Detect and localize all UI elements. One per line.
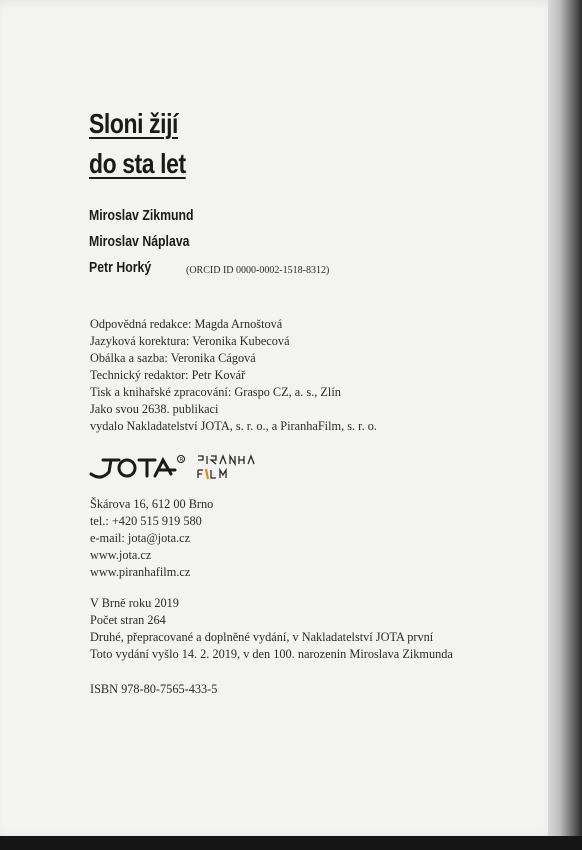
author-name: Petr Horký bbox=[89, 259, 152, 276]
credit-line: Obálka a sazba: Veronika Cágová bbox=[90, 351, 256, 365]
credit-line: Tisk a knihařské zpracování: Graspo CZ, a. s., Zlín bbox=[90, 385, 341, 399]
svg-text:R: R bbox=[179, 456, 184, 463]
book-title bbox=[89, 104, 186, 184]
edition-line: Druhé, přepracované a doplněné vydání, v Nakladatelství JOTA první bbox=[90, 630, 434, 644]
phone-line: tel.: +420 515 919 580 bbox=[90, 514, 202, 528]
isbn-line: ISBN 978-80-7565-433-5 bbox=[90, 682, 218, 696]
title-line-1: Sloni žijí bbox=[89, 108, 179, 139]
title-line-2: do sta let bbox=[89, 148, 186, 179]
jota-logo bbox=[89, 454, 189, 480]
credit-line: Jako svou 2638. publikaci bbox=[90, 402, 219, 416]
scan-border bbox=[0, 836, 582, 850]
email-line: e-mail: jota@jota.cz bbox=[90, 531, 191, 545]
edition-line: Toto vydání vyšlo 14. 2. 2019, v den 100. narozenin Miroslava Zikmunda bbox=[90, 647, 453, 661]
author-name: Miroslav Zikmund bbox=[89, 207, 194, 224]
website-line: www.piranhafilm.cz bbox=[90, 565, 191, 579]
credit-line: Jazyková korektura: Veronika Kubecová bbox=[90, 334, 290, 348]
website-line: www.jota.cz bbox=[90, 548, 152, 562]
credit-line: Odpovědná redakce: Magda Arnoštová bbox=[90, 317, 283, 331]
credit-line: Technický redaktor: Petr Kovář bbox=[90, 368, 246, 382]
piranha-film-logo bbox=[196, 452, 276, 482]
author-name: Miroslav Náplava bbox=[89, 233, 190, 250]
edition-line: V Brně roku 2019 bbox=[90, 596, 179, 610]
edition-line: Počet stran 264 bbox=[90, 613, 166, 627]
address-line: Škárova 16, 612 00 Brno bbox=[90, 497, 214, 511]
orcid-id: (ORCID ID 0000-0002-1518-8312) bbox=[186, 265, 330, 276]
page-edge-shadow bbox=[548, 0, 582, 850]
credit-line: vydalo Nakladatelství JOTA, s. r. o., a PiranhaFilm, s. r. o. bbox=[90, 419, 377, 433]
